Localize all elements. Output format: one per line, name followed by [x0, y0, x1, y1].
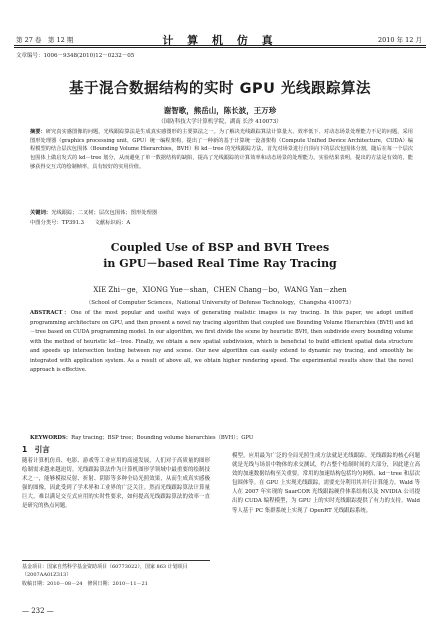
classification-chinese: 中图分类号：TP391.3 文献标识码：A — [30, 220, 131, 226]
affiliation-english: （School of Computer Sciences，National University of Defense Technology，Changsha 410073） — [85, 300, 355, 306]
page-number: — 232 — — [22, 607, 54, 615]
keywords-en-text: Ray tracing；BSP tree；Bounding volume hierarchies（BVH）；GPU — [71, 435, 254, 441]
title-en-line2: in GPU－based Real Time Ray Tracing — [103, 257, 337, 270]
title-en-line1: Coupled Use of BSP and BVH Trees — [110, 241, 330, 254]
keywords-cn-text: 光线跟踪；二叉树；层次包围体；图形处理器 — [51, 210, 158, 216]
article-number: 文章编号：1006－9348(2010)12－0232－05 — [16, 53, 135, 59]
title-chinese: 基于混合数据结构的实时 GPU 光线跟踪算法 — [69, 81, 371, 97]
journal-name: 计 算 机 仿 真 — [162, 34, 278, 47]
abstract-cn-label: 摘要： — [30, 129, 46, 135]
issue-date: 2010 年 12 月 — [377, 36, 422, 44]
section-heading: 1 引言 — [22, 445, 50, 454]
footnote: 基金项目：国家自然科学基金资助项目（60773022），国家 863 计划项目（2007AA01Z313） 收稿日期：2010－08－24 修回日期：2010－11－21 — [22, 560, 210, 588]
abstract-en-label: ABSTRACT： — [30, 310, 71, 316]
header-rule-thin — [14, 47, 426, 48]
authors-english: XIE Zhi－ge，XIONG Yue－shan，CHEN Chang－bo，WANG Yan－zhen — [93, 286, 347, 294]
abstract-cn-text: 研究真实感图像的问题，光线跟踪算法是生成真实感图形的主要算法之一。为了解决光线跟踪算法计算量大、效率低下、对动态场景处理能力不足的问题，采用图形处理器（graphics processing unit，GPU）统一编程架构，提出了一种新的基于计算统一设备架构（Compute Unified Device Architecture，CUDA）编程模型的结合层次包围体（Bounding Volume Hierarchies，BVH）和 kd－tree 的光线跟踪方法，首先对场景进行自顶向下的层次包围体分割，随后在每一个层次包围体上做启发式的 kd－tree 划分，从而避免了单一数据结构的缺陷，提高了光线跟踪的计算效率和动态场景的处理能力。实验结果表明，提出的方法是有效的，能够获得交互式的绘制帧率，具有较好的实用价值。 — [30, 129, 413, 170]
header-rule — [14, 45, 426, 46]
body-column-left: 随着计算机仿真、电影、游戏等工业应用的高速发展，人们对于高质量的图形绘制需求越来越迫切。光线跟踪算法作为计算机图形学领域中最重要的绘制技术之一，能够模拟反射、折射、阴影等多种全局光照效果，从而生成真实感极强的图像，因此受到了学术界和工业界的广泛关注。然而光线跟踪算法计算量巨大，难以满足交互式应用的实时性要求，如何提高光线跟踪算法的效率一直是研究的热点问题。 — [22, 458, 210, 510]
abstract-en-text: One of the most popular and useful ways of generating realistic images is ray tracing. In this paper, we adopt unified programming architecture on GPU, and then present a novel ray tracing algorithm that coupled use Bounding Volume Hierarchies (BVH) and kd－tree based on CUDA programming model. In our algorithm, we first divide the scene by heuristic BVH, then subdivide every bounding volume with the method of heuristic kd－tree. Finally, we obtain a new spatial subdivision, which is beneficial to build efficient spatial data structure and speeds up intersection testing between ray and scene. Our new algorithm can easily extend to dynamic ray tracing, and smoothly be integrated with application system. As a result of above all, we obtain higher rendering speed. The experimental results show that the novel approach is effective. — [30, 310, 413, 373]
keywords-en-label: KEYWORDS： — [30, 435, 72, 441]
keywords-english — [30, 433, 253, 441]
abstract-english — [30, 309, 413, 376]
volume-issue: 第 27 卷 第 12 期 — [16, 36, 74, 44]
keywords-cn-label: 关键词： — [30, 210, 52, 216]
body-column-right: 模型。应用最为广泛的全局光照生成方法就是光线跟踪。光线跟踪的核心问题就是光线与场景中物体的求交测试，约占整个绘制时间的大部分，因此建立高效的加速数据结构至关重要。常用的加速结构包括均匀网格、kd－tree 和层次包围体等。在 GPU 上实现光线跟踪，需要充分利用其并行计算能力。Wald 等人在 2007 年实现的 SaarCOR 光线跟踪硬件体系结构以及 NVIDIA 公司提出的 CUDA 编程模型，为 GPU 上的实时光线跟踪提供了有力的支持。Wald 等人基于 PC 集群系统上实现了 OpenRT 光线跟踪系统。 — [232, 453, 420, 514]
running-header — [0, 0, 440, 46]
keywords-chinese — [30, 208, 157, 216]
abstract-chinese — [30, 128, 413, 172]
affiliation-chinese: （国防科技大学计算机学院，湖南 长沙 410073） — [158, 119, 282, 125]
title-english — [0, 240, 440, 272]
authors-chinese: 谢智歌，熊岳山，陈长波，王万珍 — [163, 106, 277, 115]
